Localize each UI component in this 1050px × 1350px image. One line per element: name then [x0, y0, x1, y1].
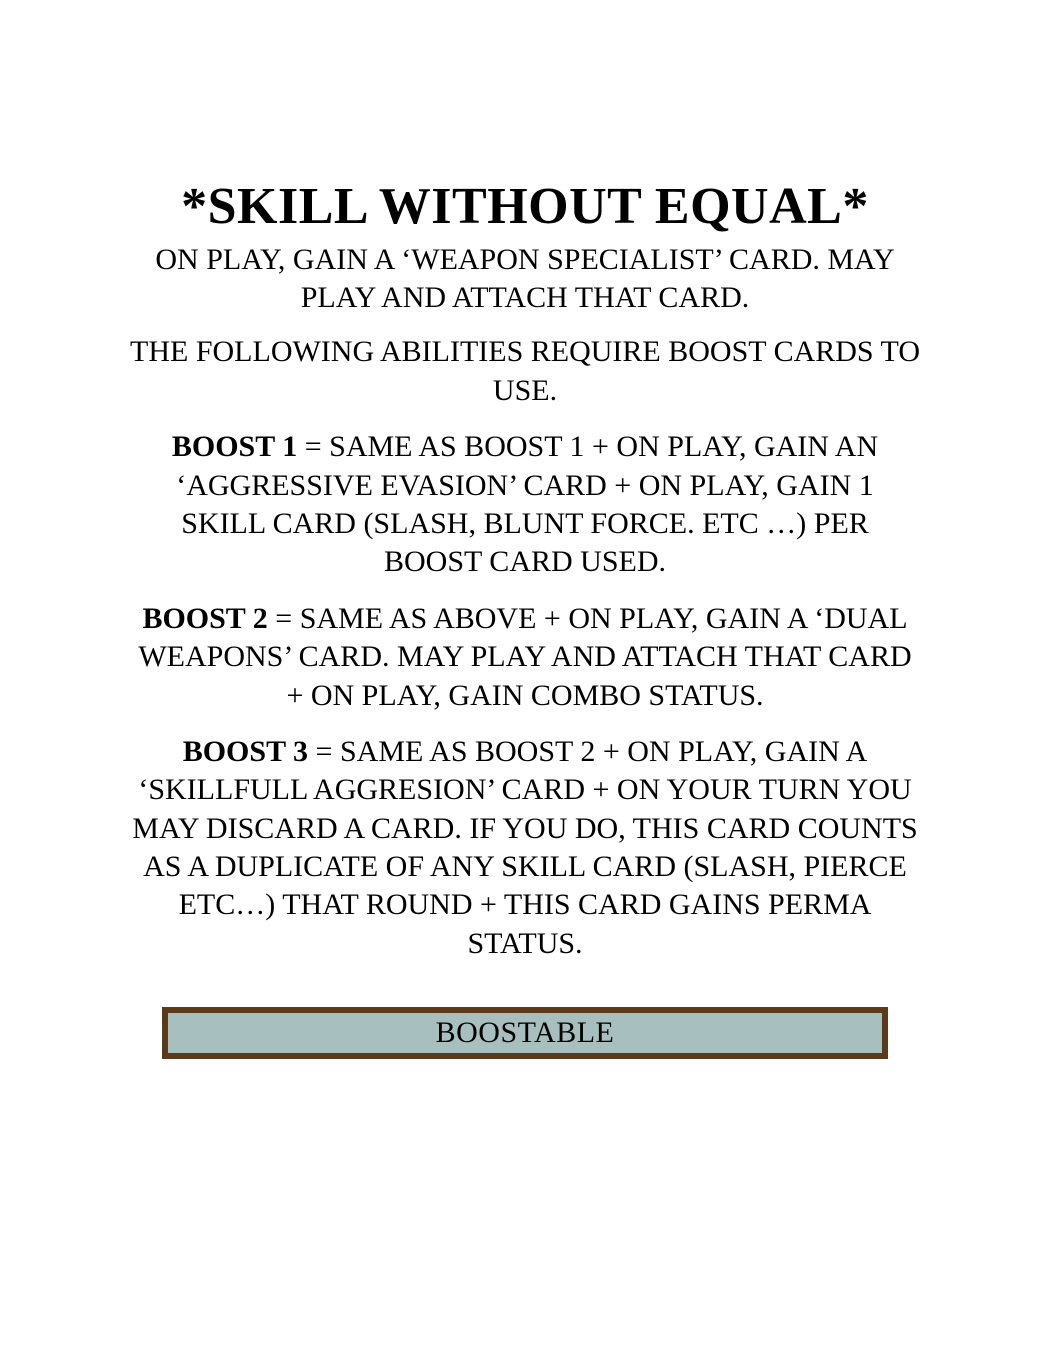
- boost-3-line: [130, 733, 920, 963]
- boost-1-text: = SAME AS BOOST 1 + ON PLAY, GAIN AN ‘AGGRESSIVE EVASION’ CARD + ON PLAY, GAIN 1 SKILL CARD (SLASH, BLUNT FORCE. ETC …) PER BOOST CARD USED.: [176, 430, 879, 579]
- boostable-banner-label: BOOSTABLE: [435, 1016, 615, 1050]
- boost-1-label: BOOST 1: [171, 430, 298, 464]
- card-body: [130, 180, 920, 1059]
- boost-1-line: [130, 428, 920, 582]
- card-title: *SKILL WITHOUT EQUAL*: [181, 178, 869, 235]
- boost-2-text: = SAME AS ABOVE + ON PLAY, GAIN A ‘DUAL WEAPONS’ CARD. MAY PLAY AND ATTACH THAT CARD + ON PLAY, GAIN COMBO STATUS.: [138, 601, 912, 712]
- boost-3-text: = SAME AS BOOST 2 + ON PLAY, GAIN A ‘SKILLFULL AGGRESION’ CARD + ON YOUR TURN YOU MAY DISCARD A CARD. IF YOU DO, THIS CARD COUNTS AS A DUPLICATE OF ANY SKILL CARD (SLASH, PIERCE ETC…) THAT ROUND + THIS CARD GAINS PERMA STATUS.: [132, 734, 918, 960]
- boost-2-label: BOOST 2: [142, 601, 268, 635]
- boost-2-line: [130, 600, 920, 715]
- boost-3-label: BOOST 3: [182, 734, 309, 768]
- boostable-banner: [162, 1007, 888, 1059]
- card-intro-text: ON PLAY, GAIN A ‘WEAPON SPECIALIST’ CARD. MAY PLAY AND ATTACH THAT CARD.: [155, 242, 895, 314]
- banner-wrapper: [130, 1007, 920, 1059]
- card-requirement-text: THE FOLLOWING ABILITIES REQUIRE BOOST CARDS TO USE.: [130, 335, 921, 407]
